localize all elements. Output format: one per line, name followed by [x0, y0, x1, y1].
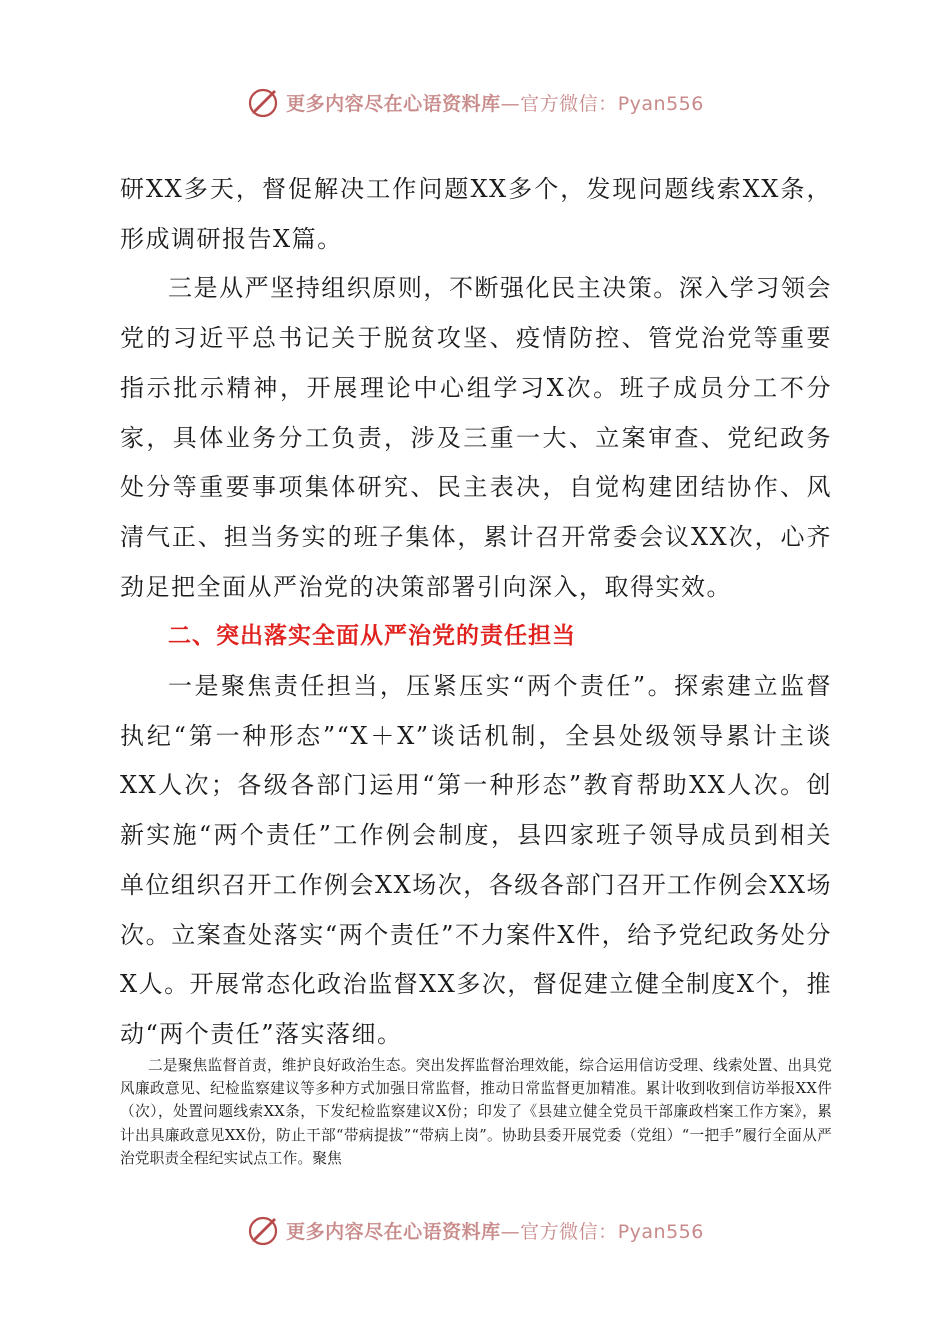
paragraph-supervision-small: 二是聚焦监督首责，维护良好政治生态。突出发挥监督治理效能，综合运用信访受理、线索处置、出具党风廉政意见、纪检监察建议等多种方式加强日常监督，推动日常监督更加精准。累计收到收到信访举报XX件（次），处置问题线索XX条，下发纪检监察建议X份；印发了《县建立健全党员干部廉政档案工作方案》，累计出具廉政意见XX份，防止干部“带病提拔”“带病上岗”。协助县委开展党委（党组）“一把手”履行全面从严治党职责全程纪实试点工作。聚焦	[120, 1057, 832, 1167]
watermark-wechat-id: Pyan556	[617, 92, 704, 115]
pen-nib-logo-icon	[246, 84, 282, 120]
footer-watermark	[0, 1208, 950, 1252]
watermark-separator: —	[500, 1220, 521, 1243]
paragraph-continuation: 研XX多天，督促解决工作问题XX多个，发现问题线索XX条，形成调研报告X篇。	[120, 175, 832, 253]
watermark-separator: —	[500, 92, 521, 115]
watermark-wechat-label: 官方微信：	[520, 92, 618, 115]
section-heading: 二、突出落实全面从严治党的责任担当	[168, 623, 576, 650]
watermark-text	[286, 1217, 704, 1244]
watermark-brand: 更多内容尽在心语资料库	[286, 1220, 501, 1243]
watermark-wechat-id: Pyan556	[617, 1220, 704, 1243]
paragraph-organization-principle: 三是从严坚持组织原则，不断强化民主决策。深入学习领会党的习近平总书记关于脱贫攻坚、疫情防控、管党治党等重要指示批示精神，开展理论中心组学习X次。班子成员分工不分家，具体业务分工负责，涉及三重一大、立案审查、党纪政务处分等重要事项集体研究、民主表决，自觉构建团结协作、风清气正、担当务实的班子集体，累计召开常委会议XX次，心齐劲足把全面从严治党的决策部署引向深入，取得实效。	[120, 274, 832, 601]
watermark-wechat-label: 官方微信：	[520, 1220, 618, 1243]
document-body	[120, 165, 832, 1060]
header-watermark	[0, 80, 950, 124]
pen-nib-logo-icon	[246, 1212, 282, 1248]
watermark-brand: 更多内容尽在心语资料库	[286, 92, 501, 115]
paragraph-responsibility: 一是聚焦责任担当，压紧压实“两个责任”。探索建立监督执纪“第一种形态”“X＋X”谈话机制，全县处级领导累计主谈XX人次；各级各部门运用“第一种形态”教育帮助XX人次。创新实施“两个责任”工作例会制度，县四家班子领导成员到相关单位组织召开工作例会XX场次，各级各部门召开工作例会XX场次。立案查处落实“两个责任”不力案件X件，给予党纪政务处分X人。开展常态化政治监督XX多次，督促建立健全制度X个，推动“两个责任”落实落细。	[120, 672, 832, 1048]
watermark-text	[286, 89, 704, 116]
